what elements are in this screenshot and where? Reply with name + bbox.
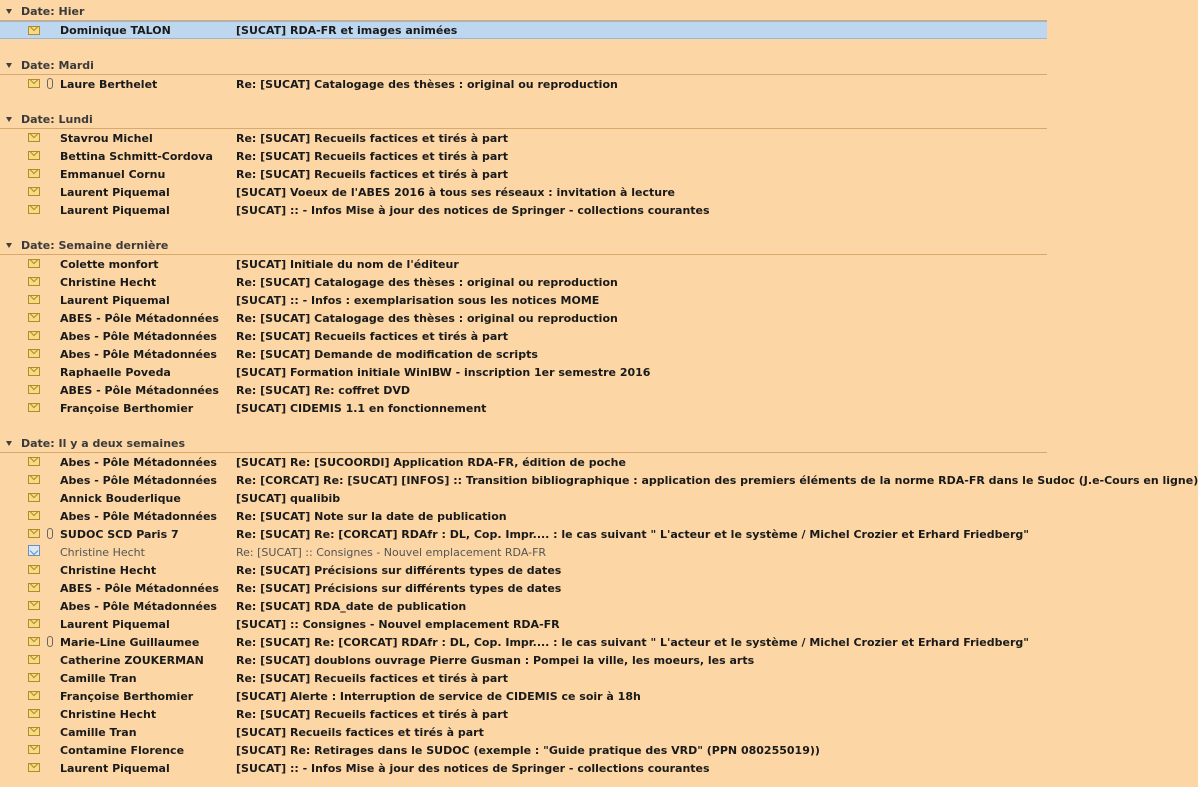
message-sender: Marie-Line Guillaumee — [60, 635, 200, 649]
message-row[interactable] — [0, 543, 1047, 561]
message-sender: Dominique TALON — [60, 23, 171, 37]
closed-envelope-icon — [28, 79, 40, 88]
message-row[interactable] — [0, 471, 1198, 489]
collapse-triangle-icon[interactable] — [6, 9, 12, 14]
group-header[interactable] — [0, 237, 1047, 255]
closed-envelope-icon — [28, 457, 40, 466]
message-row[interactable] — [0, 525, 1047, 543]
group-header-label: Date: Hier — [21, 5, 85, 18]
message-sender: Laurent Piquemal — [60, 617, 170, 631]
message-subject: Re: [SUCAT] Précisions sur différents types de dates — [236, 563, 562, 577]
closed-envelope-icon — [28, 529, 40, 538]
closed-envelope-icon — [28, 475, 40, 484]
message-row[interactable] — [0, 327, 1047, 345]
message-sender: Abes - Pôle Métadonnées — [60, 473, 217, 487]
group-header[interactable] — [0, 111, 1047, 129]
closed-envelope-icon — [28, 349, 40, 358]
message-row[interactable] — [0, 363, 1047, 381]
message-sender: Abes - Pôle Métadonnées — [60, 509, 217, 523]
group-header[interactable] — [0, 3, 1047, 21]
message-row[interactable] — [0, 759, 1047, 777]
message-sender: Abes - Pôle Métadonnées — [60, 599, 217, 613]
message-subject: [SUCAT] Re: Retirages dans le SUDOC (exemple : "Guide pratique des VRD" (PPN 080255019)) — [236, 743, 820, 757]
message-subject: [SUCAT] Initiale du nom de l'éditeur — [236, 257, 459, 271]
message-subject: [SUCAT] Alerte : Interruption de service de CIDEMIS ce soir à 18h — [236, 689, 641, 703]
message-row[interactable] — [0, 291, 1047, 309]
message-row[interactable] — [0, 489, 1047, 507]
closed-envelope-icon — [28, 277, 40, 286]
message-subject: [SUCAT] Recueils factices et tirés à part — [236, 725, 484, 739]
message-subject: Re: [SUCAT] Catalogage des thèses : original ou reproduction — [236, 311, 618, 325]
message-sender: Christine Hecht — [60, 707, 157, 721]
message-sender: Christine Hecht — [60, 545, 145, 559]
message-sender: ABES - Pôle Métadonnées — [60, 383, 219, 397]
message-sender: Laurent Piquemal — [60, 185, 170, 199]
closed-envelope-icon — [28, 619, 40, 628]
closed-envelope-icon — [28, 565, 40, 574]
message-subject: [SUCAT] Voeux de l'ABES 2016 à tous ses réseaux : invitation à lecture — [236, 185, 675, 199]
message-subject: [SUCAT] RDA-FR et images animées — [236, 23, 458, 37]
closed-envelope-icon — [28, 655, 40, 664]
message-sender: Laure Berthelet — [60, 77, 158, 91]
message-subject: Re: [SUCAT] doublons ouvrage Pierre Gusman : Pompei la ville, les moeurs, les arts — [236, 653, 755, 667]
message-sender: Laurent Piquemal — [60, 293, 170, 307]
message-subject: [SUCAT] CIDEMIS 1.1 en fonctionnement — [236, 401, 487, 415]
message-row[interactable] — [0, 147, 1047, 165]
closed-envelope-icon — [28, 295, 40, 304]
group-header-label: Date: Mardi — [21, 59, 94, 72]
message-row[interactable] — [0, 345, 1047, 363]
message-row[interactable] — [0, 201, 1047, 219]
closed-envelope-icon — [28, 169, 40, 178]
paperclip-icon — [47, 636, 53, 646]
message-subject: [SUCAT] Re: [SUCOORDI] Application RDA-FR, édition de poche — [236, 455, 626, 469]
closed-envelope-icon — [28, 637, 40, 646]
closed-envelope-icon — [28, 313, 40, 322]
message-row[interactable] — [0, 381, 1047, 399]
closed-envelope-icon — [28, 763, 40, 772]
message-subject: Re: [SUCAT] Précisions sur différents types de dates — [236, 581, 562, 595]
message-row[interactable] — [0, 741, 1047, 759]
closed-envelope-icon — [28, 187, 40, 196]
message-subject: Re: [SUCAT] Recueils factices et tirés à part — [236, 671, 508, 685]
closed-envelope-icon — [28, 259, 40, 268]
message-sender: Camille Tran — [60, 725, 137, 739]
group-header-label: Date: Semaine dernière — [21, 239, 169, 252]
message-sender: Raphaelle Poveda — [60, 365, 171, 379]
message-row[interactable] — [0, 561, 1047, 579]
message-subject: Re: [SUCAT] Demande de modification de scripts — [236, 347, 538, 361]
message-sender: Abes - Pôle Métadonnées — [60, 329, 217, 343]
message-subject: Re: [SUCAT] RDA_date de publication — [236, 599, 467, 613]
message-row[interactable] — [0, 687, 1047, 705]
message-sender: SUDOC SCD Paris 7 — [60, 527, 179, 541]
message-subject: Re: [SUCAT] Note sur la date de publication — [236, 509, 507, 523]
closed-envelope-icon — [28, 493, 40, 502]
closed-envelope-icon — [28, 673, 40, 682]
message-row[interactable] — [0, 705, 1047, 723]
message-row[interactable] — [0, 669, 1047, 687]
message-subject: Re: [SUCAT] Recueils factices et tirés à part — [236, 329, 508, 343]
message-subject: Re: [SUCAT] Recueils factices et tirés à part — [236, 149, 508, 163]
message-row[interactable] — [0, 273, 1047, 291]
closed-envelope-icon — [28, 151, 40, 160]
message-sender: Stavrou Michel — [60, 131, 153, 145]
message-sender: Bettina Schmitt-Cordova — [60, 149, 213, 163]
message-subject: Re: [SUCAT] Recueils factices et tirés à part — [236, 707, 508, 721]
message-sender: Annick Bouderlique — [60, 491, 181, 505]
message-subject: Re: [CORCAT] Re: [SUCAT] [INFOS] :: Transition bibliographique : application des premiers éléments de la norme RDA-FR dans le Sudoc (J.e-Cours en ligne) — [236, 473, 1198, 487]
message-row[interactable] — [0, 507, 1047, 525]
collapse-triangle-icon[interactable] — [6, 441, 12, 446]
message-sender: Emmanuel Cornu — [60, 167, 166, 181]
message-row[interactable] — [0, 579, 1047, 597]
message-sender: Abes - Pôle Métadonnées — [60, 455, 217, 469]
message-row[interactable] — [0, 723, 1047, 741]
message-subject: [SUCAT] Formation initiale WinIBW - inscription 1er semestre 2016 — [236, 365, 651, 379]
message-row[interactable] — [0, 597, 1047, 615]
message-row[interactable] — [0, 651, 1047, 669]
message-subject: Re: [SUCAT] Recueils factices et tirés à part — [236, 167, 508, 181]
message-row[interactable] — [0, 255, 1047, 273]
message-sender: Camille Tran — [60, 671, 137, 685]
group-header-label: Date: Il y a deux semaines — [21, 437, 186, 450]
closed-envelope-icon — [28, 331, 40, 340]
message-sender: ABES - Pôle Métadonnées — [60, 581, 219, 595]
closed-envelope-icon — [28, 709, 40, 718]
message-row[interactable] — [0, 129, 1047, 147]
message-row[interactable] — [0, 165, 1047, 183]
closed-envelope-icon — [28, 133, 40, 142]
message-sender: ABES - Pôle Métadonnées — [60, 311, 219, 325]
message-subject: [SUCAT] :: Consignes - Nouvel emplacement RDA-FR — [236, 617, 560, 631]
collapse-triangle-icon[interactable] — [6, 63, 12, 68]
group-header-label: Date: Lundi — [21, 113, 93, 126]
closed-envelope-icon — [28, 583, 40, 592]
message-subject: Re: [SUCAT] Re: [CORCAT] RDAfr : DL, Cop. Impr.... : le cas suivant " L'acteur et le système / Michel Crozier et Erhard Friedberg" — [236, 635, 1029, 649]
message-row[interactable] — [0, 453, 1047, 471]
closed-envelope-icon — [28, 385, 40, 394]
message-row[interactable] — [0, 399, 1047, 417]
message-subject: Re: [SUCAT] Catalogage des thèses : original ou reproduction — [236, 77, 618, 91]
collapse-triangle-icon[interactable] — [6, 117, 12, 122]
closed-envelope-icon — [28, 367, 40, 376]
closed-envelope-icon — [28, 601, 40, 610]
message-sender: Laurent Piquemal — [60, 203, 170, 217]
message-subject: Re: [SUCAT] Recueils factices et tirés à part — [236, 131, 508, 145]
message-subject: Re: [SUCAT] Catalogage des thèses : original ou reproduction — [236, 275, 618, 289]
message-sender: Contamine Florence — [60, 743, 185, 757]
open-envelope-icon — [28, 547, 40, 556]
message-row[interactable] — [0, 309, 1047, 327]
closed-envelope-icon — [28, 26, 40, 35]
message-subject: [SUCAT] :: - Infos : exemplarisation sous les notices MOME — [236, 293, 600, 307]
message-row[interactable] — [0, 21, 1047, 39]
message-subject: Re: [SUCAT] :: Consignes - Nouvel emplacement RDA-FR — [236, 545, 547, 559]
closed-envelope-icon — [28, 205, 40, 214]
collapse-triangle-icon[interactable] — [6, 243, 12, 248]
group-header[interactable] — [0, 435, 1047, 453]
paperclip-icon — [47, 528, 53, 538]
message-sender: Colette monfort — [60, 257, 159, 271]
message-sender: Françoise Berthomier — [60, 401, 194, 415]
message-row[interactable] — [0, 615, 1047, 633]
closed-envelope-icon — [28, 511, 40, 520]
message-row[interactable] — [0, 183, 1047, 201]
message-sender: Françoise Berthomier — [60, 689, 194, 703]
group-header[interactable] — [0, 57, 1047, 75]
closed-envelope-icon — [28, 691, 40, 700]
message-sender: Christine Hecht — [60, 275, 157, 289]
message-subject: [SUCAT] :: - Infos Mise à jour des notices de Springer - collections courantes — [236, 761, 710, 775]
message-subject: Re: [SUCAT] Re: [CORCAT] RDAfr : DL, Cop. Impr.... : le cas suivant " L'acteur et le système / Michel Crozier et Erhard Friedberg" — [236, 527, 1029, 541]
message-sender: Christine Hecht — [60, 563, 157, 577]
closed-envelope-icon — [28, 727, 40, 736]
message-subject: [SUCAT] qualibib — [236, 491, 341, 505]
message-subject: Re: [SUCAT] Re: coffret DVD — [236, 383, 411, 397]
message-row[interactable] — [0, 75, 1047, 93]
message-sender: Catherine ZOUKERMAN — [60, 653, 204, 667]
message-sender: Laurent Piquemal — [60, 761, 170, 775]
message-sender: Abes - Pôle Métadonnées — [60, 347, 217, 361]
paperclip-icon — [47, 78, 53, 88]
message-row[interactable] — [0, 633, 1047, 651]
closed-envelope-icon — [28, 403, 40, 412]
message-subject: [SUCAT] :: - Infos Mise à jour des notices de Springer - collections courantes — [236, 203, 710, 217]
closed-envelope-icon — [28, 745, 40, 754]
